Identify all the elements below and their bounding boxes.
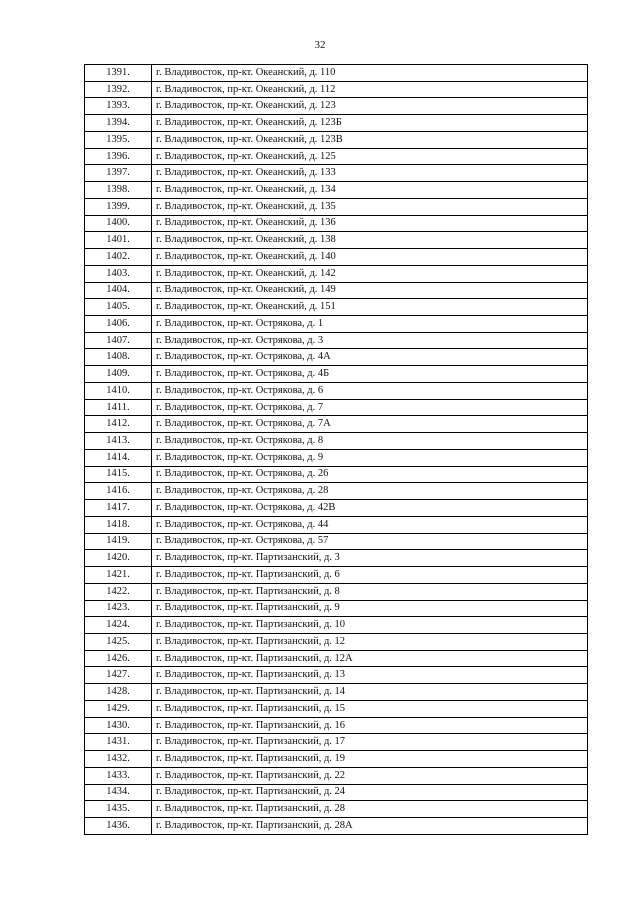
address-cell: г. Владивосток, пр-кт. Партизанский, д. 22 <box>152 767 588 784</box>
table-row <box>85 449 588 466</box>
address-cell: г. Владивосток, пр-кт. Острякова, д. 6 <box>152 382 588 399</box>
row-number-cell: 1424. <box>85 617 152 634</box>
address-cell: г. Владивосток, пр-кт. Партизанский, д. 14 <box>152 684 588 701</box>
address-cell: г. Владивосток, пр-кт. Острякова, д. 8 <box>152 433 588 450</box>
table-row <box>85 131 588 148</box>
row-number-cell: 1417. <box>85 500 152 517</box>
address-cell: г. Владивосток, пр-кт. Острякова, д. 3 <box>152 332 588 349</box>
table-row <box>85 433 588 450</box>
row-number-cell: 1413. <box>85 433 152 450</box>
address-cell: г. Владивосток, пр-кт. Партизанский, д. 24 <box>152 784 588 801</box>
row-number-cell: 1411. <box>85 399 152 416</box>
row-number-cell: 1428. <box>85 684 152 701</box>
row-number-cell: 1391. <box>85 65 152 82</box>
table-row <box>85 366 588 383</box>
table-row <box>85 249 588 266</box>
row-number-cell: 1436. <box>85 818 152 835</box>
address-cell: г. Владивосток, пр-кт. Острякова, д. 4Б <box>152 366 588 383</box>
address-cell: г. Владивосток, пр-кт. Партизанский, д. 3 <box>152 550 588 567</box>
address-cell: г. Владивосток, пр-кт. Острякова, д. 7А <box>152 416 588 433</box>
address-table <box>84 64 588 835</box>
address-cell: г. Владивосток, пр-кт. Океанский, д. 123В <box>152 131 588 148</box>
row-number-cell: 1399. <box>85 198 152 215</box>
row-number-cell: 1403. <box>85 265 152 282</box>
table-row <box>85 299 588 316</box>
row-number-cell: 1412. <box>85 416 152 433</box>
row-number-cell: 1425. <box>85 633 152 650</box>
address-cell: г. Владивосток, пр-кт. Острякова, д. 4А <box>152 349 588 366</box>
table-row <box>85 784 588 801</box>
row-number-cell: 1418. <box>85 516 152 533</box>
row-number-cell: 1409. <box>85 366 152 383</box>
address-cell: г. Владивосток, пр-кт. Океанский, д. 134 <box>152 182 588 199</box>
table-row <box>85 65 588 82</box>
address-cell: г. Владивосток, пр-кт. Партизанский, д. 12 <box>152 633 588 650</box>
table-row <box>85 516 588 533</box>
address-cell: г. Владивосток, пр-кт. Острякова, д. 28 <box>152 483 588 500</box>
address-table-body <box>85 65 588 835</box>
address-cell: г. Владивосток, пр-кт. Острякова, д. 44 <box>152 516 588 533</box>
address-cell: г. Владивосток, пр-кт. Партизанский, д. 28А <box>152 818 588 835</box>
row-number-cell: 1431. <box>85 734 152 751</box>
table-row <box>85 583 588 600</box>
address-cell: г. Владивосток, пр-кт. Океанский, д. 149 <box>152 282 588 299</box>
address-cell: г. Владивосток, пр-кт. Острякова, д. 26 <box>152 466 588 483</box>
table-row <box>85 818 588 835</box>
row-number-cell: 1416. <box>85 483 152 500</box>
address-cell: г. Владивосток, пр-кт. Океанский, д. 136 <box>152 215 588 232</box>
address-cell: г. Владивосток, пр-кт. Океанский, д. 123 <box>152 98 588 115</box>
table-row <box>85 617 588 634</box>
table-row <box>85 717 588 734</box>
address-cell: г. Владивосток, пр-кт. Партизанский, д. 6 <box>152 567 588 584</box>
row-number-cell: 1393. <box>85 98 152 115</box>
address-cell: г. Владивосток, пр-кт. Океанский, д. 142 <box>152 265 588 282</box>
row-number-cell: 1435. <box>85 801 152 818</box>
table-row <box>85 148 588 165</box>
row-number-cell: 1427. <box>85 667 152 684</box>
row-number-cell: 1420. <box>85 550 152 567</box>
address-cell: г. Владивосток, пр-кт. Партизанский, д. 12А <box>152 650 588 667</box>
address-cell: г. Владивосток, пр-кт. Океанский, д. 138 <box>152 232 588 249</box>
address-cell: г. Владивосток, пр-кт. Океанский, д. 123Б <box>152 115 588 132</box>
table-row <box>85 550 588 567</box>
address-cell: г. Владивосток, пр-кт. Партизанский, д. 19 <box>152 751 588 768</box>
table-row <box>85 801 588 818</box>
address-cell: г. Владивосток, пр-кт. Партизанский, д. 10 <box>152 617 588 634</box>
row-number-cell: 1394. <box>85 115 152 132</box>
row-number-cell: 1410. <box>85 382 152 399</box>
row-number-cell: 1415. <box>85 466 152 483</box>
row-number-cell: 1404. <box>85 282 152 299</box>
address-cell: г. Владивосток, пр-кт. Острякова, д. 42В <box>152 500 588 517</box>
row-number-cell: 1419. <box>85 533 152 550</box>
address-cell: г. Владивосток, пр-кт. Океанский, д. 133 <box>152 165 588 182</box>
row-number-cell: 1392. <box>85 81 152 98</box>
table-row <box>85 533 588 550</box>
address-cell: г. Владивосток, пр-кт. Океанский, д. 135 <box>152 198 588 215</box>
table-row <box>85 115 588 132</box>
row-number-cell: 1405. <box>85 299 152 316</box>
table-row <box>85 416 588 433</box>
address-cell: г. Владивосток, пр-кт. Партизанский, д. 16 <box>152 717 588 734</box>
table-row <box>85 667 588 684</box>
row-number-cell: 1402. <box>85 249 152 266</box>
table-row <box>85 567 588 584</box>
table-row <box>85 633 588 650</box>
row-number-cell: 1430. <box>85 717 152 734</box>
address-cell: г. Владивосток, пр-кт. Океанский, д. 151 <box>152 299 588 316</box>
table-row <box>85 81 588 98</box>
table-row <box>85 198 588 215</box>
table-row <box>85 500 588 517</box>
table-row <box>85 399 588 416</box>
table-row <box>85 232 588 249</box>
row-number-cell: 1397. <box>85 165 152 182</box>
row-number-cell: 1400. <box>85 215 152 232</box>
row-number-cell: 1395. <box>85 131 152 148</box>
address-cell: г. Владивосток, пр-кт. Океанский, д. 140 <box>152 249 588 266</box>
row-number-cell: 1407. <box>85 332 152 349</box>
table-row <box>85 751 588 768</box>
row-number-cell: 1432. <box>85 751 152 768</box>
address-cell: г. Владивосток, пр-кт. Партизанский, д. 9 <box>152 600 588 617</box>
table-row <box>85 98 588 115</box>
table-row <box>85 316 588 333</box>
table-row <box>85 265 588 282</box>
table-row <box>85 332 588 349</box>
address-cell: г. Владивосток, пр-кт. Партизанский, д. 15 <box>152 700 588 717</box>
table-row <box>85 700 588 717</box>
row-number-cell: 1398. <box>85 182 152 199</box>
row-number-cell: 1421. <box>85 567 152 584</box>
row-number-cell: 1423. <box>85 600 152 617</box>
address-cell: г. Владивосток, пр-кт. Партизанский, д. 13 <box>152 667 588 684</box>
row-number-cell: 1434. <box>85 784 152 801</box>
table-row <box>85 483 588 500</box>
address-cell: г. Владивосток, пр-кт. Острякова, д. 7 <box>152 399 588 416</box>
table-row <box>85 684 588 701</box>
row-number-cell: 1396. <box>85 148 152 165</box>
row-number-cell: 1401. <box>85 232 152 249</box>
page-number: 32 <box>314 39 326 51</box>
address-cell: г. Владивосток, пр-кт. Океанский, д. 112 <box>152 81 588 98</box>
row-number-cell: 1433. <box>85 767 152 784</box>
row-number-cell: 1408. <box>85 349 152 366</box>
address-cell: г. Владивосток, пр-кт. Океанский, д. 125 <box>152 148 588 165</box>
address-cell: г. Владивосток, пр-кт. Океанский, д. 110 <box>152 65 588 82</box>
table-row <box>85 466 588 483</box>
address-cell: г. Владивосток, пр-кт. Партизанский, д. 17 <box>152 734 588 751</box>
table-row <box>85 650 588 667</box>
row-number-cell: 1406. <box>85 316 152 333</box>
table-row <box>85 282 588 299</box>
address-cell: г. Владивосток, пр-кт. Партизанский, д. 28 <box>152 801 588 818</box>
table-row <box>85 382 588 399</box>
table-row <box>85 734 588 751</box>
row-number-cell: 1429. <box>85 700 152 717</box>
table-row <box>85 165 588 182</box>
address-cell: г. Владивосток, пр-кт. Партизанский, д. 8 <box>152 583 588 600</box>
table-row <box>85 600 588 617</box>
table-row <box>85 349 588 366</box>
address-cell: г. Владивосток, пр-кт. Острякова, д. 9 <box>152 449 588 466</box>
address-cell: г. Владивосток, пр-кт. Острякова, д. 57 <box>152 533 588 550</box>
address-cell: г. Владивосток, пр-кт. Острякова, д. 1 <box>152 316 588 333</box>
table-row <box>85 767 588 784</box>
row-number-cell: 1422. <box>85 583 152 600</box>
row-number-cell: 1414. <box>85 449 152 466</box>
table-row <box>85 182 588 199</box>
table-row <box>85 215 588 232</box>
row-number-cell: 1426. <box>85 650 152 667</box>
